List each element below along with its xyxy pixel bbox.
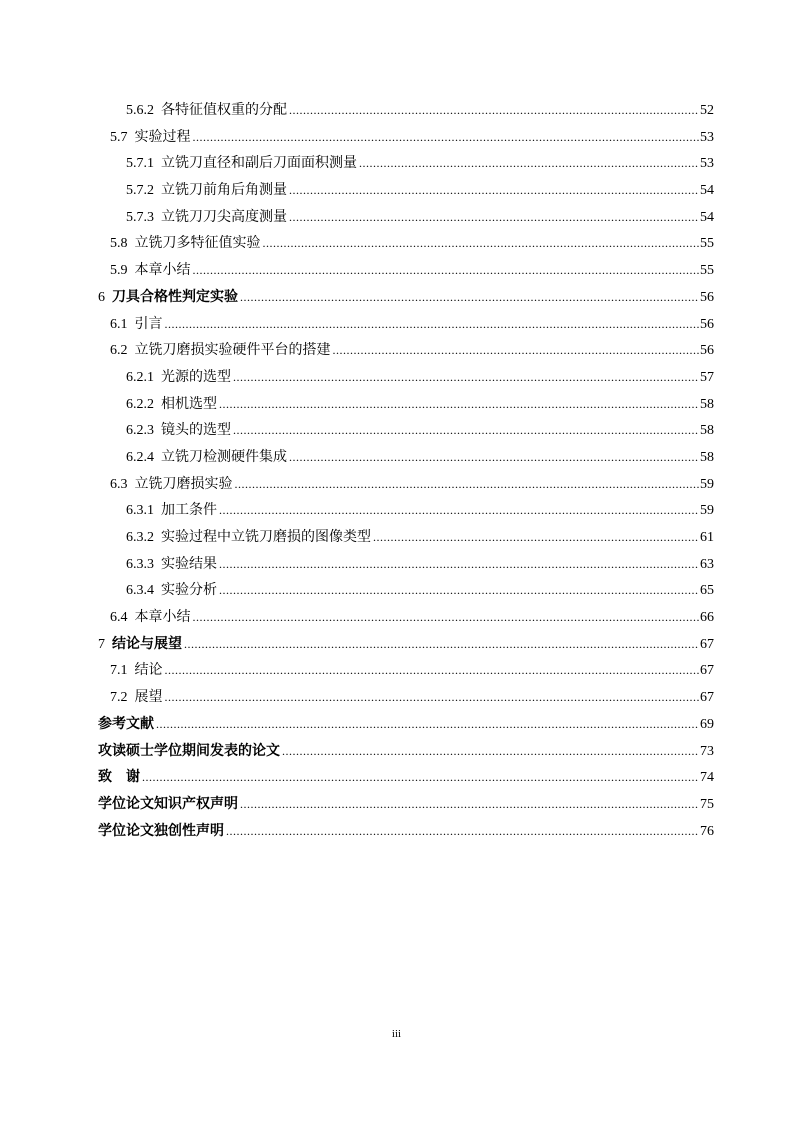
- toc-entry-number: 6.2.4: [126, 449, 154, 465]
- toc-entry[interactable]: [98, 524, 714, 551]
- toc-entry-title: 刀具合格性判定实验: [112, 288, 238, 305]
- toc-entry-page-number: 53: [700, 129, 714, 145]
- toc-entry-number: 6.2.2: [126, 396, 154, 412]
- toc-dot-leader: [289, 204, 699, 231]
- toc-entry-title: 立铣刀检测硬件集成: [161, 448, 287, 465]
- toc-entry[interactable]: [98, 337, 714, 364]
- toc-entry-title: 实验过程中立铣刀磨损的图像类型: [161, 529, 371, 545]
- toc-dot-leader: [359, 150, 699, 177]
- toc-entry-title: 攻读硕士学位期间发表的论文: [98, 742, 280, 759]
- toc-entry[interactable]: [98, 391, 714, 418]
- toc-dot-leader: [282, 738, 699, 765]
- toc-entry[interactable]: [98, 311, 714, 338]
- toc-entry-page-number: 75: [700, 796, 714, 812]
- toc-entry[interactable]: [98, 177, 714, 204]
- toc-dot-leader: [373, 524, 699, 551]
- toc-dot-leader: [333, 337, 700, 364]
- toc-entry-page-number: 58: [700, 423, 714, 439]
- toc-entry-title: 结论: [134, 662, 163, 679]
- toc-entry-number: 6: [98, 289, 105, 305]
- toc-entry-number: 5.7.1: [126, 156, 154, 172]
- toc-entry-page-number: 56: [700, 289, 714, 305]
- toc-entry-number: 7: [98, 636, 105, 652]
- toc-entry-number: 6.2.3: [126, 423, 154, 439]
- toc-entry-title: 学位论文知识产权声明: [98, 795, 238, 812]
- toc-entry-page-number: 63: [700, 556, 714, 572]
- toc-entry[interactable]: [98, 204, 714, 231]
- toc-entry-page-number: 59: [700, 476, 714, 492]
- toc-dot-leader: [184, 631, 699, 658]
- toc-entry-title: 立铣刀直径和副后刀面面积测量: [161, 155, 357, 172]
- toc-dot-leader: [156, 711, 699, 738]
- toc-entry-number: 5.8: [110, 236, 128, 252]
- toc-entry-page-number: 73: [700, 743, 714, 759]
- toc-entry-title: 本章小结: [134, 609, 191, 626]
- page-number: iii: [391, 1028, 402, 1040]
- toc-dot-leader: [235, 471, 700, 498]
- toc-entry-number: 6.3: [110, 476, 128, 492]
- toc-entry-title: 镜头的选型: [161, 422, 231, 439]
- toc-entry-number: 6.3.3: [126, 556, 154, 572]
- toc-entry[interactable]: [98, 711, 714, 738]
- toc-entry[interactable]: [98, 818, 714, 845]
- toc-entry-title: 各特征值权重的分配: [161, 102, 287, 118]
- toc-entry-title: 立铣刀前角后角测量: [161, 182, 287, 199]
- toc-entry-page-number: 67: [700, 636, 714, 652]
- toc-dot-leader: [233, 364, 699, 391]
- toc-entry-page-number: 55: [700, 236, 714, 252]
- toc-entry-page-number: 54: [700, 183, 714, 199]
- toc-entry-page-number: 55: [700, 263, 714, 279]
- toc-entry[interactable]: [98, 150, 714, 177]
- toc-entry-title: 展望: [134, 689, 163, 706]
- toc-entry-page-number: 54: [700, 209, 714, 225]
- toc-entry-title: 致 谢: [98, 769, 140, 786]
- toc-entry-number: 7.2: [110, 690, 128, 706]
- toc-entry[interactable]: [98, 738, 714, 765]
- toc-entry-page-number: 61: [700, 530, 714, 545]
- toc-dot-leader: [165, 684, 700, 711]
- toc-dot-leader: [219, 551, 699, 578]
- toc-entry-title: 本章小结: [134, 262, 191, 279]
- toc-entry-title: 光源的选型: [161, 368, 231, 385]
- toc-entry-number: 6.2: [110, 343, 128, 359]
- toc-entry-page-number: 66: [700, 610, 714, 626]
- toc-entry-page-number: 59: [700, 503, 714, 519]
- toc-entry-page-number: 57: [700, 369, 714, 385]
- toc-entry[interactable]: [98, 631, 714, 658]
- toc-entry-page-number: 67: [700, 663, 714, 679]
- toc-entry-title: 实验结果: [161, 555, 217, 572]
- toc-entry-title: 立铣刀磨损实验: [134, 475, 233, 492]
- toc-entry-number: 5.7: [110, 129, 128, 145]
- toc-entry-title: 实验过程: [134, 128, 191, 145]
- toc-dot-leader: [219, 577, 699, 604]
- toc-dot-leader: [240, 284, 699, 311]
- toc-entry-page-number: 56: [700, 316, 714, 332]
- toc-entry-page-number: 67: [700, 690, 714, 706]
- toc-entry[interactable]: [98, 124, 714, 151]
- toc-dot-leader: [219, 497, 699, 524]
- toc-entry-page-number: 65: [700, 583, 714, 599]
- toc-entry-number: 5.6.2: [126, 103, 154, 118]
- toc-entry-title: 立铣刀多特征值实验: [134, 235, 261, 252]
- toc-entry[interactable]: [98, 604, 714, 631]
- toc-entry-number: 6.3.2: [126, 530, 154, 545]
- toc-entry[interactable]: [98, 444, 714, 471]
- toc-entry-number: 6.4: [110, 610, 128, 626]
- toc-entry-number: 5.7.3: [126, 209, 154, 225]
- toc-entry-title: 相机选型: [161, 395, 217, 412]
- toc-entry[interactable]: [98, 497, 714, 524]
- toc-entry[interactable]: [98, 230, 714, 257]
- toc-entry[interactable]: [98, 97, 714, 124]
- table-of-contents: [98, 97, 714, 844]
- toc-entry-title: 学位论文独创性声明: [98, 822, 224, 839]
- toc-dot-leader: [165, 311, 700, 338]
- toc-entry-number: 6.3.1: [126, 503, 154, 519]
- toc-entry-page-number: 53: [700, 156, 714, 172]
- toc-entry[interactable]: [98, 417, 714, 444]
- toc-entry-title: 实验分析: [161, 582, 217, 599]
- toc-entry-page-number: 52: [700, 103, 714, 118]
- toc-entry-number: 6.3.4: [126, 583, 154, 599]
- toc-entry-page-number: 74: [700, 770, 714, 786]
- toc-entry[interactable]: [98, 764, 714, 791]
- toc-entry-number: 6.2.1: [126, 369, 154, 385]
- toc-entry-number: 5.9: [110, 263, 128, 279]
- toc-entry-page-number: 69: [700, 716, 714, 732]
- toc-entry-title: 结论与展望: [112, 635, 182, 652]
- toc-entry-number: 5.7.2: [126, 183, 154, 199]
- toc-dot-leader: [289, 444, 699, 471]
- toc-dot-leader: [240, 791, 699, 818]
- toc-dot-leader: [165, 657, 700, 684]
- toc-entry[interactable]: [98, 551, 714, 578]
- toc-dot-leader: [193, 124, 700, 151]
- toc-dot-leader: [219, 391, 699, 418]
- toc-entry[interactable]: [98, 284, 714, 311]
- toc-dot-leader: [142, 764, 699, 791]
- toc-entry[interactable]: [98, 657, 714, 684]
- toc-dot-leader: [263, 230, 700, 257]
- toc-dot-leader: [193, 604, 700, 631]
- toc-entry-title: 立铣刀磨损实验硬件平台的搭建: [134, 342, 331, 359]
- toc-entry-title: 引言: [134, 315, 163, 332]
- toc-entry[interactable]: [98, 577, 714, 604]
- toc-entry[interactable]: [98, 471, 714, 498]
- toc-entry-page-number: 58: [700, 396, 714, 412]
- toc-dot-leader: [289, 97, 699, 124]
- toc-dot-leader: [289, 177, 699, 204]
- toc-entry[interactable]: [98, 791, 714, 818]
- toc-entry-number: 6.1: [110, 316, 128, 332]
- toc-dot-leader: [193, 257, 700, 284]
- toc-entry-title: 加工条件: [161, 502, 217, 519]
- toc-entry[interactable]: [98, 684, 714, 711]
- toc-entry-title: 立铣刀刀尖高度测量: [161, 208, 287, 225]
- toc-entry-page-number: 76: [700, 823, 714, 839]
- toc-entry-page-number: 58: [700, 449, 714, 465]
- toc-dot-leader: [226, 818, 699, 845]
- toc-dot-leader: [233, 417, 699, 444]
- toc-entry[interactable]: [98, 364, 714, 391]
- toc-entry-page-number: 56: [700, 343, 714, 359]
- toc-entry-title: 参考文献: [98, 715, 154, 732]
- toc-entry[interactable]: [98, 257, 714, 284]
- toc-entry-number: 7.1: [110, 663, 128, 679]
